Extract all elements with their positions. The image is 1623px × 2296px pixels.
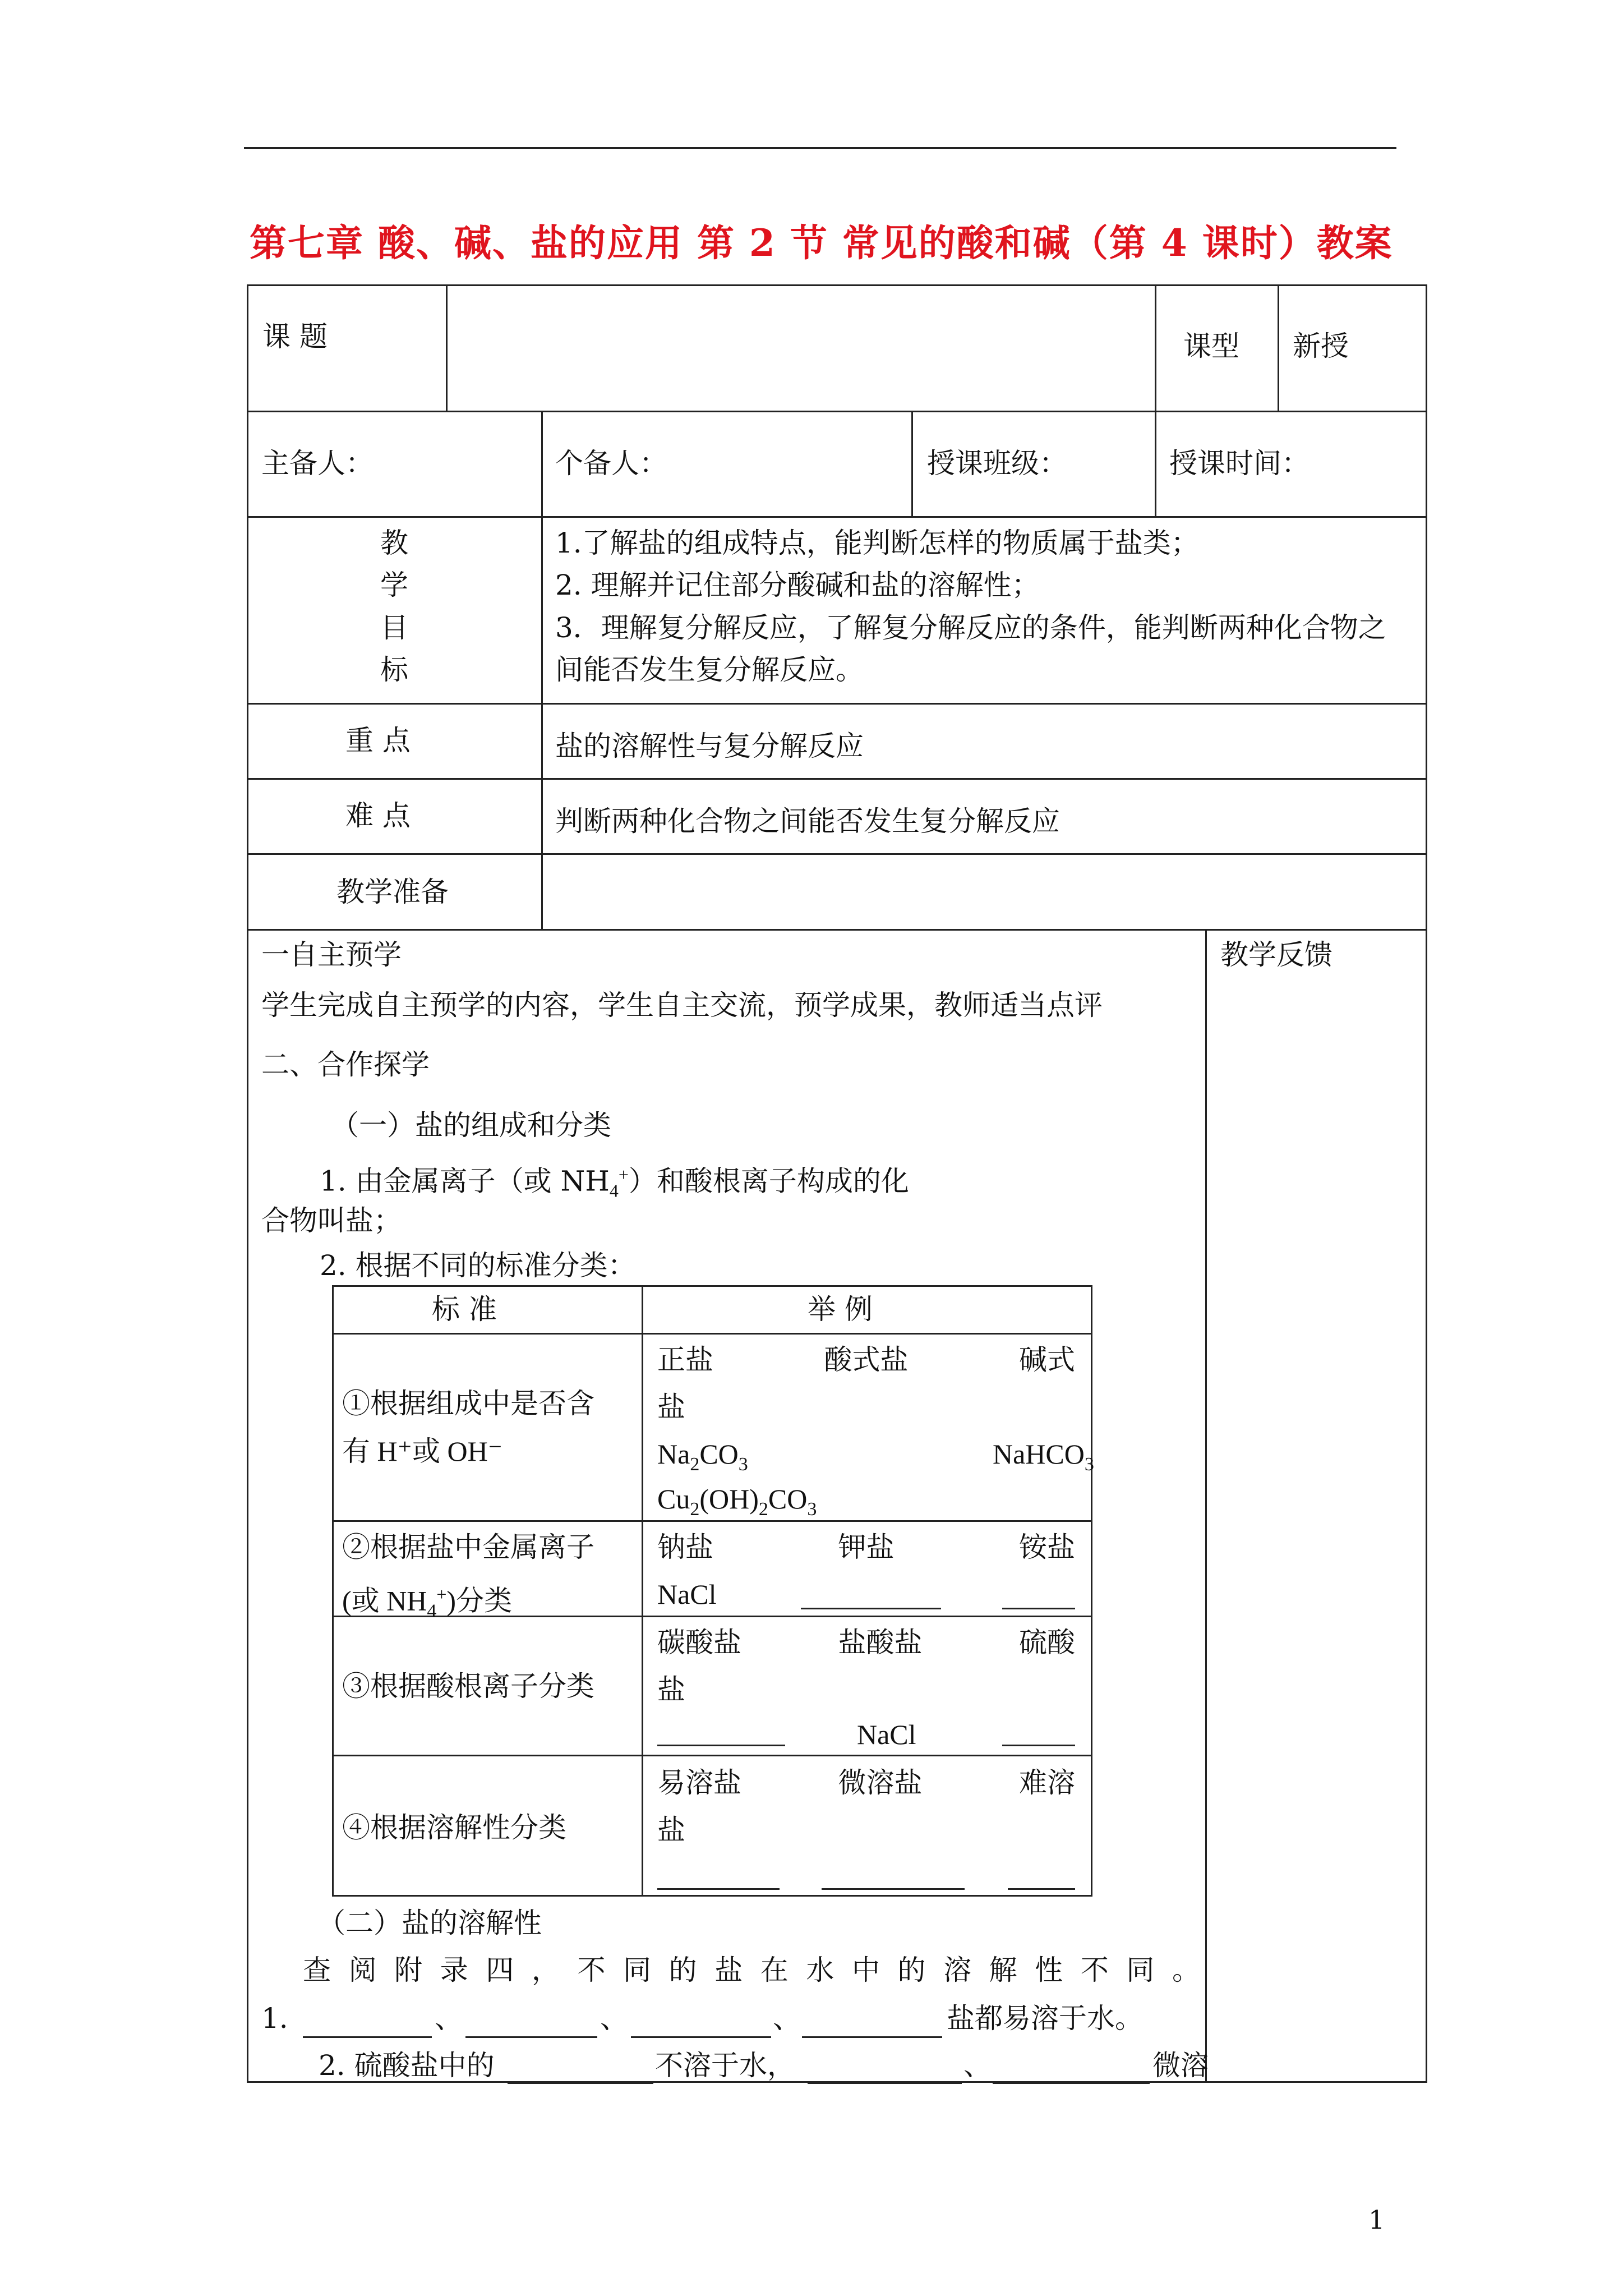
carbonate-salt-label: 碳酸盐 [657, 1626, 741, 1659]
basic-salt-label-cont: 盐 [657, 1391, 685, 1423]
solubility-line2-prefix: 2. 硫酸盐中的 [319, 2049, 495, 2082]
chloride-salt-label: 盐酸盐 [838, 1626, 923, 1659]
basic-salt-label: 碱式 [1019, 1343, 1075, 1376]
formula-sodium-chloride: NaCl [657, 1579, 717, 1610]
normal-salt-label: 正盐 [657, 1343, 713, 1376]
solubility-intro-char: 同 [623, 1954, 652, 1986]
salt-definition-end: ）和酸根离子构成的化 [628, 1165, 909, 1198]
solubility-intro-char: 。 [1172, 1954, 1200, 1986]
classification-intro: 2. 根据不同的标准分类： [320, 1249, 636, 1282]
solubility-intro-char: 性 [1035, 1954, 1063, 1986]
objective-item: 3．理解复分解反应，了解复分解反应的条件，能判断两种化合物之 [555, 611, 1386, 644]
section1-title: 一自主预学 [261, 938, 402, 971]
solubility-line2-suffix: 微溶 [1152, 2049, 1209, 2082]
topic-label: 课 题 [262, 320, 328, 353]
solubility-intro-char: 查 [303, 1954, 331, 1986]
key-point-value: 盐的溶解性与复分解反应 [555, 730, 864, 762]
example-row-4 [657, 1766, 1075, 1800]
criterion-metal-ion: ②根据盐中金属离子 [342, 1531, 594, 1563]
solubility-intro-char: 录 [440, 1954, 468, 1986]
soluble-salt-blank-3 [631, 2009, 771, 2038]
potassium-salt-label: 钾盐 [838, 1531, 895, 1563]
soluble-salt-blank-2 [465, 2009, 597, 2038]
page-number: 1 [1368, 2205, 1385, 2235]
formula-sodium-carbonate: $Na_2CO_3$ [657, 1438, 748, 1475]
ammonium-subscript: 4 [609, 1180, 619, 1201]
soluble-salt-label: 易溶盐 [657, 1766, 741, 1799]
solubility-intro-char: 不 [1080, 1954, 1109, 1986]
solubility-intro-char: 的 [897, 1954, 926, 1986]
ammonium-salt-label: 铵盐 [1019, 1531, 1075, 1563]
difficult-point-value: 判断两种化合物之间能否发生复分解反应 [555, 805, 1060, 838]
objectives-label-char: 学 [380, 569, 408, 601]
separator: 、 [773, 2002, 801, 2035]
solubility-line2-mid: 不溶于水， [655, 2049, 795, 2082]
solubility-intro-char: 四 [486, 1954, 514, 1986]
criterion-metal-ion-cont: (或 $NH_4^+$)分类 [342, 1584, 513, 1622]
solubility-intro-char: 中 [851, 1954, 880, 1986]
section2-title: 二、合作探学 [261, 1048, 430, 1081]
objective-item: 2. 理解并记住部分酸碱和盐的溶解性； [555, 569, 1040, 601]
salt-definition-text: 1. 由金属离子（或 NH [320, 1165, 610, 1198]
solubility-line1-number: 1. [261, 2002, 288, 2035]
separator: 、 [600, 2002, 628, 2035]
formula-sodium-chloride-2: NaCl [857, 1719, 916, 1750]
example-row-2 [657, 1530, 1075, 1564]
class-label: 授课班级： [927, 447, 1067, 480]
slightly-soluble-sulfate-blank-1 [808, 2055, 962, 2084]
soluble-salt-blank [657, 1861, 780, 1890]
sulfate-salt-blank [1002, 1718, 1075, 1746]
solubility-intro-char: 同 [1126, 1954, 1155, 1986]
solubility-intro-char: 附 [394, 1954, 423, 1986]
feedback-label: 教学反馈 [1220, 938, 1332, 971]
ammonium-salt-blank [1002, 1581, 1075, 1609]
slightly-soluble-salt-blank [822, 1861, 965, 1890]
salt-definition-line2: 合物叫盐； [261, 1204, 402, 1237]
objective-item: 间能否发生复分解反应。 [555, 654, 864, 686]
lesson-type-label: 课型 [1183, 330, 1239, 362]
insoluble-salt-label: 难溶 [1019, 1766, 1075, 1799]
table-header-standard: 标 准 [432, 1293, 497, 1326]
solubility-intro-char: 不 [577, 1954, 606, 1986]
solubility-intro-char: ， [531, 1954, 560, 1986]
lesson-type-value: 新授 [1293, 330, 1349, 362]
example-row-1 [657, 1343, 1075, 1377]
difficult-point-label: 难 点 [345, 799, 411, 832]
sulfate-salt-label-cont: 盐 [657, 1673, 685, 1706]
subsection2-title: （二）盐的溶解性 [317, 1907, 542, 1939]
objectives-label-char: 标 [380, 654, 408, 686]
subsection1-title: （一）盐的组成和分类 [331, 1109, 611, 1142]
slightly-soluble-salt-label: 微溶盐 [838, 1766, 923, 1799]
solubility-intro-char: 解 [989, 1954, 1017, 1986]
time-label: 授课时间： [1169, 447, 1310, 480]
solubility-intro-char: 水 [806, 1954, 834, 1986]
slightly-soluble-sulfate-blank-2 [993, 2055, 1150, 2084]
solubility-line1-suffix: 盐都易溶于水。 [947, 2002, 1143, 2035]
table-header-example: 举 例 [808, 1293, 873, 1326]
document-title: 第七章 酸、碱、盐的应用 第 2 节 常见的酸和碱（第 4 课时）教案 [250, 221, 1393, 265]
soluble-salt-blank-4 [802, 2009, 942, 2038]
soluble-salt-blank-1 [303, 2009, 432, 2038]
salt-definition-line1 [320, 1158, 909, 1208]
solubility-intro-char: 的 [668, 1954, 697, 1986]
personal-preparer-label: 个备人： [555, 447, 667, 480]
carbonate-salt-blank [657, 1718, 785, 1746]
criterion-acid-radical: ③根据酸根离子分类 [342, 1670, 594, 1703]
formula-basic-copper-carbonate: $Cu_2(OH)_2CO_3$ [657, 1483, 817, 1520]
solubility-intro [303, 1953, 1200, 1987]
key-point-label: 重 点 [345, 724, 411, 757]
separator: 、 [963, 2049, 992, 2082]
sodium-salt-label: 钠盐 [657, 1531, 713, 1563]
potassium-salt-blank [801, 1581, 941, 1609]
insoluble-sulfate-blank [508, 2055, 653, 2084]
header-rule [244, 147, 1396, 149]
ammonium-superscript: + [618, 1165, 629, 1185]
solubility-intro-char: 在 [760, 1954, 789, 1986]
preparation-label: 教学准备 [336, 876, 449, 908]
insoluble-salt-blank [1008, 1861, 1075, 1890]
insoluble-salt-label-cont: 盐 [657, 1814, 685, 1846]
solubility-intro-char: 阅 [348, 1954, 377, 1986]
criterion-composition: ①根据组成中是否含 [342, 1387, 594, 1420]
solubility-intro-char: 溶 [943, 1954, 972, 1986]
solubility-intro-char: 盐 [714, 1954, 743, 1986]
criterion-solubility: ④根据溶解性分类 [342, 1811, 566, 1844]
example-row-3 [657, 1626, 1075, 1659]
objectives-label-char: 目 [380, 611, 408, 644]
objective-item: 1.了解盐的组成特点，能判断怎样的物质属于盐类； [555, 527, 1199, 559]
separator: 、 [435, 2002, 463, 2035]
sulfate-salt-label: 硫酸 [1019, 1626, 1075, 1659]
section1-text: 学生完成自主预学的内容，学生自主交流，预学成果，教师适当点评 [261, 989, 1103, 1022]
objectives-label-char: 教 [380, 527, 408, 559]
formula-sodium-bicarbonate: NaHCO$_3$ [993, 1438, 1094, 1475]
main-preparer-label: 主备人： [261, 447, 374, 480]
acid-salt-label: 酸式盐 [824, 1343, 909, 1376]
criterion-composition-cont: 有 H⁺或 OH⁻ [342, 1435, 503, 1467]
